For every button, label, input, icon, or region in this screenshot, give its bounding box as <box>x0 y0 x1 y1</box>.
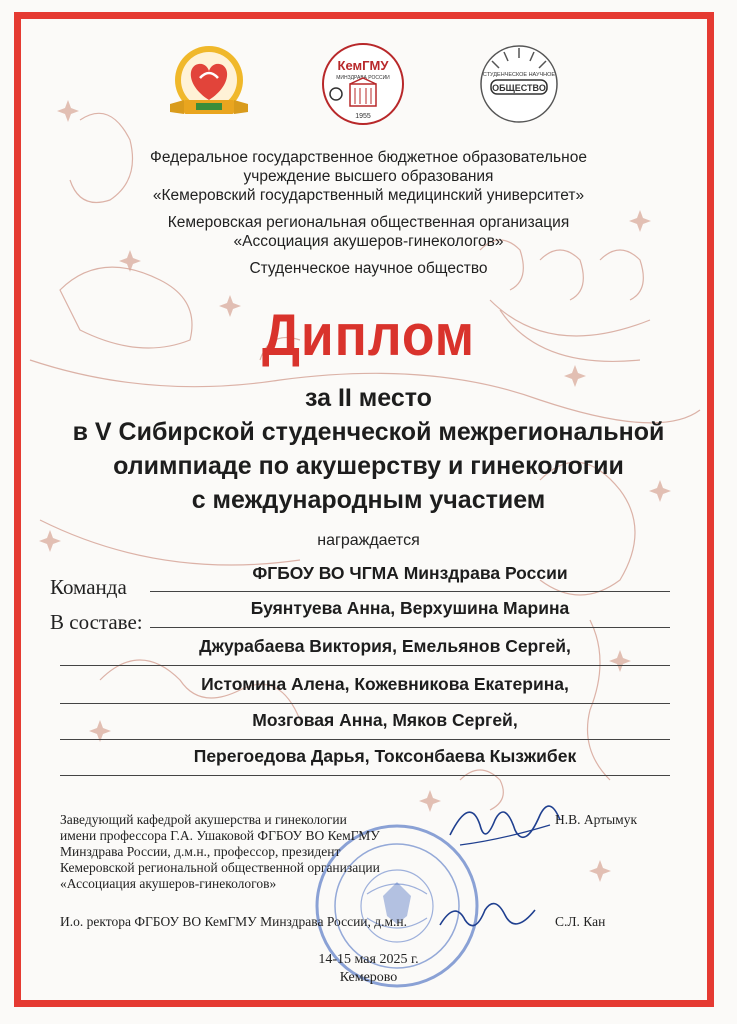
signer1-name: Н.В. Артымук <box>555 812 638 827</box>
signer1-line-1: Заведующий кафедрой акушерства и гинекологии <box>60 812 347 827</box>
student-society-logo <box>478 44 560 124</box>
org-line-6: Студенческое научное общество <box>249 260 488 277</box>
event-line-1: в V Сибирской студенческой межрегиональной <box>72 418 665 446</box>
signer2-name: С.Л. Кан <box>555 914 606 929</box>
signature-artymuk <box>440 795 570 855</box>
signer1-line-3: Минздрава России, д.м.н., профессор, президент <box>60 844 341 859</box>
kemgmu-logo-year: 1955 <box>355 113 371 120</box>
event-line-3: с международным участием <box>191 486 546 514</box>
heart-badge-logo <box>170 42 248 124</box>
awarded-label: награждается <box>317 532 420 549</box>
signature-kan <box>430 895 550 940</box>
member-line: Джурабаева Виктория, Емельянов Сергей, <box>199 636 571 656</box>
signer2-line: И.о. ректора ФГБОУ ВО КемГМУ Минздрава России, д.м.н. <box>60 914 408 929</box>
signer1-line-4: Кемеровской региональной общественной организации <box>60 860 380 875</box>
signer1-line-2: имени профессора Г.А. Ушаковой ФГБОУ ВО КемГМУ <box>60 828 380 843</box>
kemgmu-logo-sub: МИНЗДРАВА РОССИИ <box>336 75 390 81</box>
member-line: Истомина Алена, Кожевникова Екатерина, <box>201 674 569 694</box>
event-city: Кемерово <box>339 970 398 985</box>
member-line: Мозговая Анна, Мяков Сергей, <box>252 710 518 730</box>
member-underline <box>150 627 670 628</box>
student-society-logo-top: СТУДЕНЧЕСКОЕ НАУЧНОЕ <box>482 72 556 78</box>
member-line: Буянтуева Анна, Верхушина Марина <box>250 598 570 618</box>
member-underline <box>60 739 670 740</box>
org-line-4: Кемеровская региональная общественная организация <box>167 214 570 231</box>
org-line-1: Федеральное государственное бюджетное образовательное <box>150 149 587 166</box>
member-underline <box>60 775 670 776</box>
kemgmu-logo-text: КемГМУ <box>337 58 389 73</box>
members-label: В составе: <box>50 610 143 634</box>
member-underline <box>60 665 670 666</box>
member-line: Перегоедова Дарья, Токсонбаева Кызжибек <box>193 746 577 766</box>
team-label: Команда <box>50 575 127 599</box>
signer1-line-5: «Ассоциация акушеров-гинекологов» <box>60 876 277 891</box>
place-line: за II место <box>305 384 432 412</box>
org-line-5: «Ассоциация акушеров-гинекологов» <box>233 233 504 250</box>
team-underline <box>150 591 670 592</box>
org-line-3: «Кемеровский государственный медицинский университет» <box>152 187 585 204</box>
diploma-title: Диплом <box>261 303 476 368</box>
org-line-2: учреждение высшего образования <box>243 168 494 185</box>
team-name: ФГБОУ ВО ЧГМА Минздрава России <box>252 563 568 583</box>
student-society-logo-main: ОБЩЕСТВО <box>492 83 546 93</box>
event-date: 14-15 мая 2025 г. <box>318 952 419 967</box>
member-underline <box>60 703 670 704</box>
kemgmu-logo <box>320 42 406 126</box>
event-line-2: олимпиаде по акушерству и гинекологии <box>113 452 624 480</box>
